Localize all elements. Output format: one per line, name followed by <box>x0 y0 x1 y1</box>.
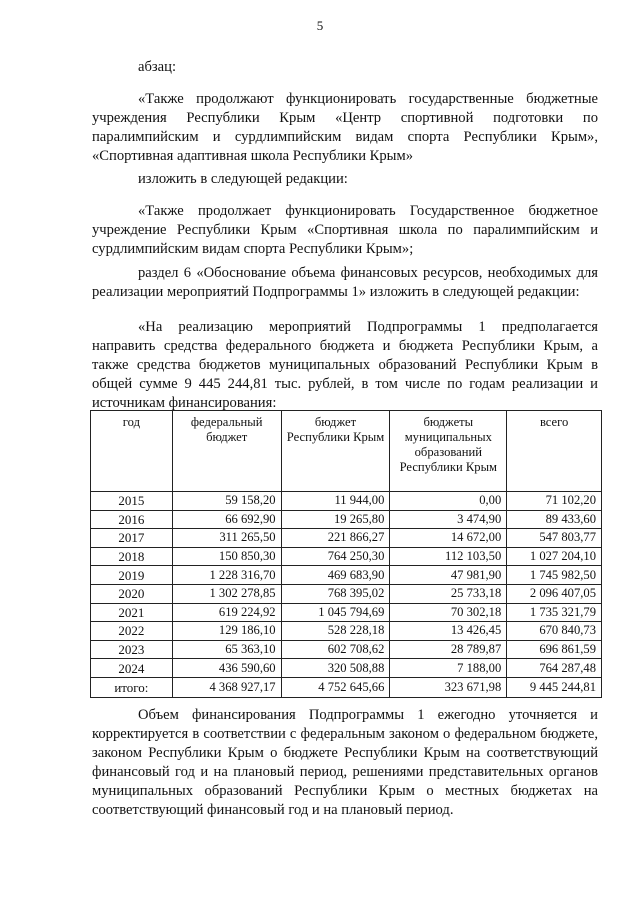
cell-crimea: 320 508,88 <box>281 659 390 678</box>
cell-municipal: 3 474,90 <box>390 510 507 529</box>
cell-crimea: 528 228,18 <box>281 622 390 641</box>
cell-crimea: 602 708,62 <box>281 640 390 659</box>
cell-year: 2017 <box>91 529 173 548</box>
cell-total: 696 861,59 <box>507 640 602 659</box>
table-row <box>91 584 602 603</box>
cell-total: 764 287,48 <box>507 659 602 678</box>
cell-municipal: 323 671,98 <box>390 677 507 697</box>
cell-crimea: 768 395,02 <box>281 584 390 603</box>
cell-federal: 4 368 927,17 <box>172 677 281 697</box>
cell-year: 2016 <box>91 510 173 529</box>
cell-total: 9 445 244,81 <box>507 677 602 697</box>
cell-municipal: 7 188,00 <box>390 659 507 678</box>
cell-federal: 311 265,50 <box>172 529 281 548</box>
table-row <box>91 492 602 511</box>
table-row <box>91 640 602 659</box>
cell-total-label: итого: <box>91 677 173 697</box>
cell-municipal: 28 789,87 <box>390 640 507 659</box>
header-year: год <box>91 411 173 492</box>
cell-year: 2018 <box>91 547 173 566</box>
cell-year: 2024 <box>91 659 173 678</box>
financing-table <box>90 410 602 698</box>
cell-year: 2021 <box>91 603 173 622</box>
cell-total: 71 102,20 <box>507 492 602 511</box>
paragraph-quote-old: «Также продолжают функционировать государственные бюджетные учреждения Республики Крым «Центр спортивной подготовки по паралимпийским и сурдлимпийским видам спорта Республики Крым», «Спортивная адаптивная школа Республики Крым» <box>92 91 598 164</box>
cell-year: 2023 <box>91 640 173 659</box>
header-federal-budget: федеральный бюджет <box>172 411 281 492</box>
cell-federal: 1 302 278,85 <box>172 584 281 603</box>
header-crimea-budget: бюджет Республики Крым <box>281 411 390 492</box>
cell-crimea: 1 045 794,69 <box>281 603 390 622</box>
cell-federal: 65 363,10 <box>172 640 281 659</box>
cell-federal: 1 228 316,70 <box>172 566 281 585</box>
cell-total: 670 840,73 <box>507 622 602 641</box>
cell-federal: 129 186,10 <box>172 622 281 641</box>
cell-crimea: 4 752 645,66 <box>281 677 390 697</box>
cell-federal: 150 850,30 <box>172 547 281 566</box>
table-row <box>91 566 602 585</box>
cell-federal: 619 224,92 <box>172 603 281 622</box>
cell-municipal: 70 302,18 <box>390 603 507 622</box>
cell-municipal: 112 103,50 <box>390 547 507 566</box>
paragraph-financing-intro: «На реализацию мероприятий Подпрограммы 1 предполагается направить средства федерального бюджета и бюджета Республики Крым, а также средства бюджетов муниципальных образований Республики Крым в общей сумме 9 445 244,81 тыс. рублей, в том числе по годам реализации и источникам финансирования: <box>92 319 598 411</box>
cell-municipal: 25 733,18 <box>390 584 507 603</box>
cell-municipal: 13 426,45 <box>390 622 507 641</box>
paragraph-quote-new: «Также продолжает функционировать Государственное бюджетное учреждение Республики Крым «Спортивная школа по паралимпийским и сурдлимпийским видам спорта Республики Крым»; <box>92 203 598 257</box>
cell-total: 1 735 321,79 <box>507 603 602 622</box>
cell-total: 1 745 982,50 <box>507 566 602 585</box>
cell-total: 1 027 204,10 <box>507 547 602 566</box>
cell-crimea: 764 250,30 <box>281 547 390 566</box>
cell-total: 89 433,60 <box>507 510 602 529</box>
page-number: 5 <box>316 18 324 33</box>
cell-year: 2020 <box>91 584 173 603</box>
cell-municipal: 47 981,90 <box>390 566 507 585</box>
cell-municipal: 14 672,00 <box>390 529 507 548</box>
cell-federal: 436 590,60 <box>172 659 281 678</box>
cell-municipal: 0,00 <box>390 492 507 511</box>
cell-year: 2019 <box>91 566 173 585</box>
table-row <box>91 622 602 641</box>
cell-total: 547 803,77 <box>507 529 602 548</box>
paragraph-final: Объем финансирования Подпрограммы 1 ежегодно уточняется и корректируется в соответствии с федеральным законом о федеральном бюджете, законом Республики Крым о бюджете Республики Крым на соответствующий финансовый год и на плановый период, решениями представительных органов муниципальных образований Республики Крым о местных бюджетах на соответствующий финансовый год и на плановый период. <box>92 707 598 818</box>
cell-crimea: 469 683,90 <box>281 566 390 585</box>
cell-federal: 59 158,20 <box>172 492 281 511</box>
paragraph-abzac: абзац: <box>138 59 177 75</box>
table-row <box>91 510 602 529</box>
cell-year: 2015 <box>91 492 173 511</box>
header-total: всего <box>507 411 602 492</box>
table-row <box>91 603 602 622</box>
table-row <box>91 529 602 548</box>
cell-federal: 66 692,90 <box>172 510 281 529</box>
table-row <box>91 659 602 678</box>
cell-crimea: 19 265,80 <box>281 510 390 529</box>
table-header-row <box>91 411 602 492</box>
header-municipal-budgets: бюджеты муниципальных образований Республики Крым <box>390 411 507 492</box>
paragraph-razdel-6: раздел 6 «Обоснование объема финансовых ресурсов, необходимых для реализации мероприятий Подпрограммы 1» изложить в следующей редакции: <box>92 265 598 300</box>
table-row <box>91 547 602 566</box>
paragraph-izlozhit: изложить в следующей редакции: <box>138 171 348 187</box>
cell-year: 2022 <box>91 622 173 641</box>
table-total-row <box>91 677 602 697</box>
cell-crimea: 11 944,00 <box>281 492 390 511</box>
cell-crimea: 221 866,27 <box>281 529 390 548</box>
cell-total: 2 096 407,05 <box>507 584 602 603</box>
